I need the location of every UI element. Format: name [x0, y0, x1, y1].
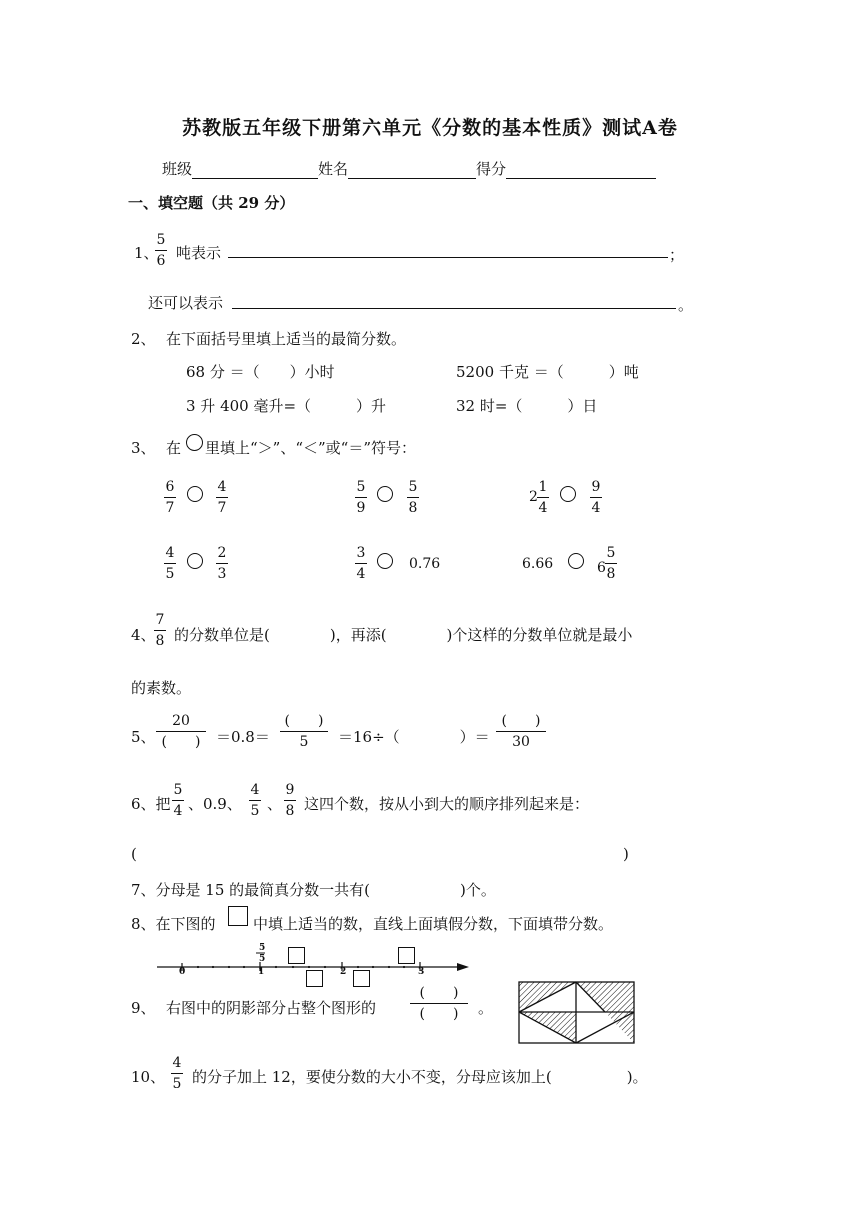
q6-frac-b: 4 5: [250, 782, 260, 819]
q1-number: 1、: [134, 244, 159, 262]
q10-number: 10、: [131, 1068, 166, 1086]
compare-circle[interactable]: [187, 486, 203, 502]
q4-fraction: 7 8: [155, 612, 165, 649]
q1-fraction: 5 6: [156, 232, 166, 269]
q7-text: 7、分母是 15 的最简真分数一共有( )个。: [131, 881, 496, 899]
q3-r2-c: 3 4: [356, 545, 366, 582]
compare-circle[interactable]: [568, 553, 584, 569]
q4-number: 4、: [131, 626, 156, 644]
tick-label: 0: [179, 967, 186, 977]
name-field[interactable]: [348, 164, 476, 179]
q5-fraction-3: ( ) 30: [496, 713, 546, 750]
q9-end: 。: [478, 999, 494, 1017]
q4-text-2: 的素数。: [131, 679, 192, 697]
q2-text: 在下面括号里填上适当的最简分数。: [166, 330, 407, 348]
q2-number: 2、: [131, 330, 156, 348]
q3-r2-f: 5 8: [606, 545, 616, 582]
q3-text-a: 在: [166, 439, 182, 457]
q3-r2-f-whole: 6: [597, 560, 606, 576]
compare-circle[interactable]: [377, 486, 393, 502]
q3-text-b: 里填上“＞”、“＜”或“＝”符号：: [205, 439, 417, 457]
tick-label: 2: [340, 967, 347, 977]
answer-box[interactable]: [398, 947, 415, 964]
q3-r2-e: 6.66: [522, 556, 554, 572]
q3-r2-d: 0.76: [409, 556, 441, 572]
q3-r1-c: 5 9: [356, 479, 366, 516]
page-title: 苏教版五年级下册第六单元《分数的基本性质》测试A卷: [182, 117, 678, 139]
class-field[interactable]: [192, 164, 318, 179]
q3-r1-f: 9 4: [591, 479, 601, 516]
compare-circle[interactable]: [187, 553, 203, 569]
tick-label: 1: [258, 967, 265, 977]
q3-r2-b: 2 3: [217, 545, 227, 582]
q1-end-a: ；: [669, 246, 685, 264]
line-frac-den: 5: [259, 954, 266, 964]
q10-fraction: 4 5: [172, 1055, 182, 1092]
q3-r1-b: 4 7: [217, 479, 227, 516]
q6-close-paren: ): [623, 845, 629, 863]
q6-mid-2: 、: [267, 795, 283, 813]
q8-text-b: 中填上适当的数，直线上面填假分数，下面填带分数。: [253, 915, 614, 933]
q6-open-paren: (: [131, 845, 137, 863]
q4-text: 的分数单位是( )，再添( )个这样的分数单位就是最小: [174, 626, 633, 644]
q5-fraction-1: 20 ( ): [156, 713, 206, 750]
q9-answer-fraction[interactable]: ( ) ( ): [410, 985, 468, 1022]
q3-r2-a: 4 5: [165, 545, 175, 582]
q3-r1-a: 6 7: [165, 479, 175, 516]
q9-number: 9、: [131, 999, 156, 1017]
answer-box[interactable]: [306, 970, 323, 987]
q6-text: 这四个数，按从小到大的顺序排列起来是：: [304, 795, 590, 813]
q6-number: 6、把: [131, 795, 171, 813]
q6-mid-1: 、0.9、: [188, 795, 242, 813]
circle-icon: [186, 434, 203, 451]
shaded-figure: [518, 981, 635, 1045]
square-icon: [228, 906, 248, 926]
q5-fraction-2: ( ) 5: [280, 713, 328, 750]
q1-end-b: 。: [678, 296, 694, 314]
q1-text-a: 吨表示: [176, 244, 222, 262]
q6-frac-c: 9 8: [285, 782, 295, 819]
q2-item-4: 32 时=（ ）日: [456, 397, 598, 415]
q3-r1-e-whole: 2: [529, 489, 538, 505]
q1-blank-b[interactable]: [232, 294, 676, 309]
q1-text-b: 还可以表示: [148, 294, 224, 312]
q8-text-a: 8、在下图的: [131, 915, 216, 933]
q2-item-1: 68 分 ＝（ ）小时: [186, 363, 335, 381]
class-label: 班级: [162, 160, 193, 178]
q2-item-3: 3 升 400 毫升=（ ）升: [186, 397, 387, 415]
compare-circle[interactable]: [560, 486, 576, 502]
q5-eq-1: ＝0.8＝: [216, 728, 270, 746]
info-line: [162, 158, 656, 179]
score-field[interactable]: [506, 164, 656, 179]
q6-frac-a: 5 4: [173, 782, 183, 819]
q3-r1-e: 1 4: [538, 479, 548, 516]
compare-circle[interactable]: [377, 553, 393, 569]
q5-eq-2: ＝16÷（ ）＝: [338, 728, 490, 746]
q3-r1-d: 5 8: [408, 479, 418, 516]
answer-box[interactable]: [353, 970, 370, 987]
answer-box[interactable]: [288, 947, 305, 964]
q10-text: 的分子加上 12，要使分数的大小不变，分母应该加上( )。: [192, 1068, 648, 1086]
q2-item-2: 5200 千克 ＝（ ）吨: [456, 363, 639, 381]
q5-number: 5、: [131, 728, 156, 746]
q1-blank-a[interactable]: [228, 243, 668, 258]
line-frac-num: 5: [259, 943, 266, 953]
q9-text: 右图中的阴影部分占整个图形的: [166, 999, 377, 1017]
tick-label: 3: [418, 967, 425, 977]
q3-number: 3、: [131, 439, 156, 457]
name-label: 姓名: [318, 160, 349, 178]
score-label: 得分: [476, 160, 507, 178]
section-heading: 一、填空题（共 29 分）: [128, 194, 295, 212]
